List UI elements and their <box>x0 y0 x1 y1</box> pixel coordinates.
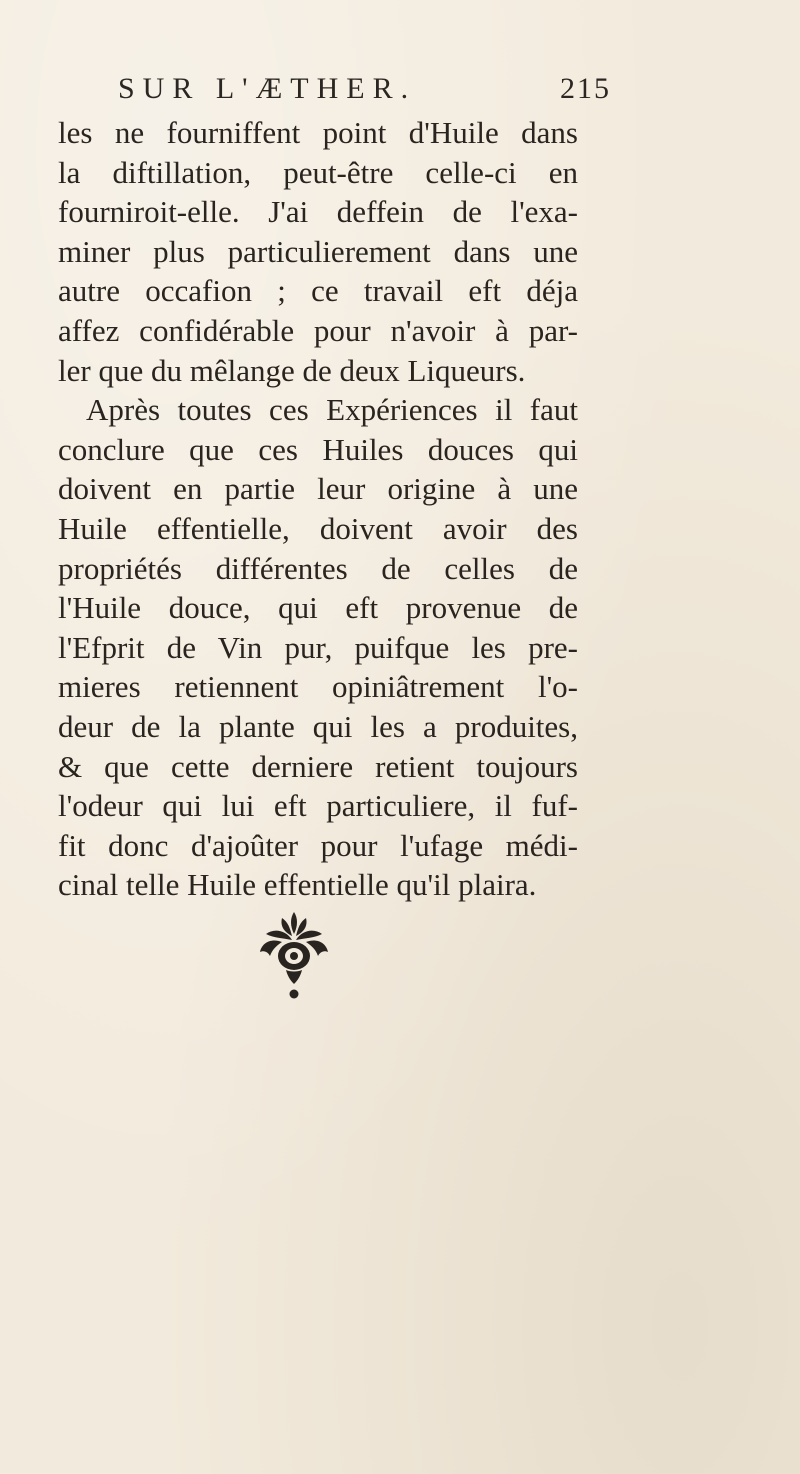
running-title: SUR L'ÆTHER. <box>118 72 417 105</box>
text-line: conclure que ces Huiles douces qui <box>58 431 578 467</box>
text-line: l'Huile douce, qui eft provenue de <box>58 590 578 626</box>
text-line: mieres retiennent opiniâtrement l'o- <box>58 669 578 705</box>
page-number: 215 <box>560 72 611 105</box>
text-line: l'odeur qui lui eft particuliere, il fuf- <box>58 788 578 824</box>
text-line: & que cette derniere retient toujours <box>58 748 578 784</box>
text-line: Huile effentielle, doivent avoir des <box>58 510 578 546</box>
text-line: cinal telle Huile effentielle qu'il plaira. <box>58 867 537 903</box>
text-line: les ne fourniffent point d'Huile dans <box>58 115 578 150</box>
text-line: autre occafion ; ce travail eft déja <box>58 273 578 309</box>
text-line: propriétés différentes de celles de <box>58 550 578 586</box>
text-line: l'Efprit de Vin pur, puifque les pre- <box>58 629 578 665</box>
fleuron-ornament-icon <box>252 908 336 1018</box>
body-text <box>58 113 578 905</box>
text-line: fourniroit-elle. J'ai deffein de l'exa- <box>58 194 578 230</box>
text-line: deur de la plante qui les a produites, <box>58 708 578 744</box>
text-line: fit donc d'ajoûter pour l'ufage médi- <box>58 827 578 863</box>
text-line: miner plus particulierement dans une <box>58 233 578 269</box>
text-line: ler que du mêlange de deux Liqueurs. <box>58 352 526 388</box>
text-line: la diftillation, peut-être celle-ci en <box>58 154 578 190</box>
text-line: doivent en partie leur origine à une <box>58 471 578 507</box>
text-line: affez confidérable pour n'avoir à par- <box>58 312 578 348</box>
text-line: Après toutes ces Expériences il faut <box>86 392 578 428</box>
